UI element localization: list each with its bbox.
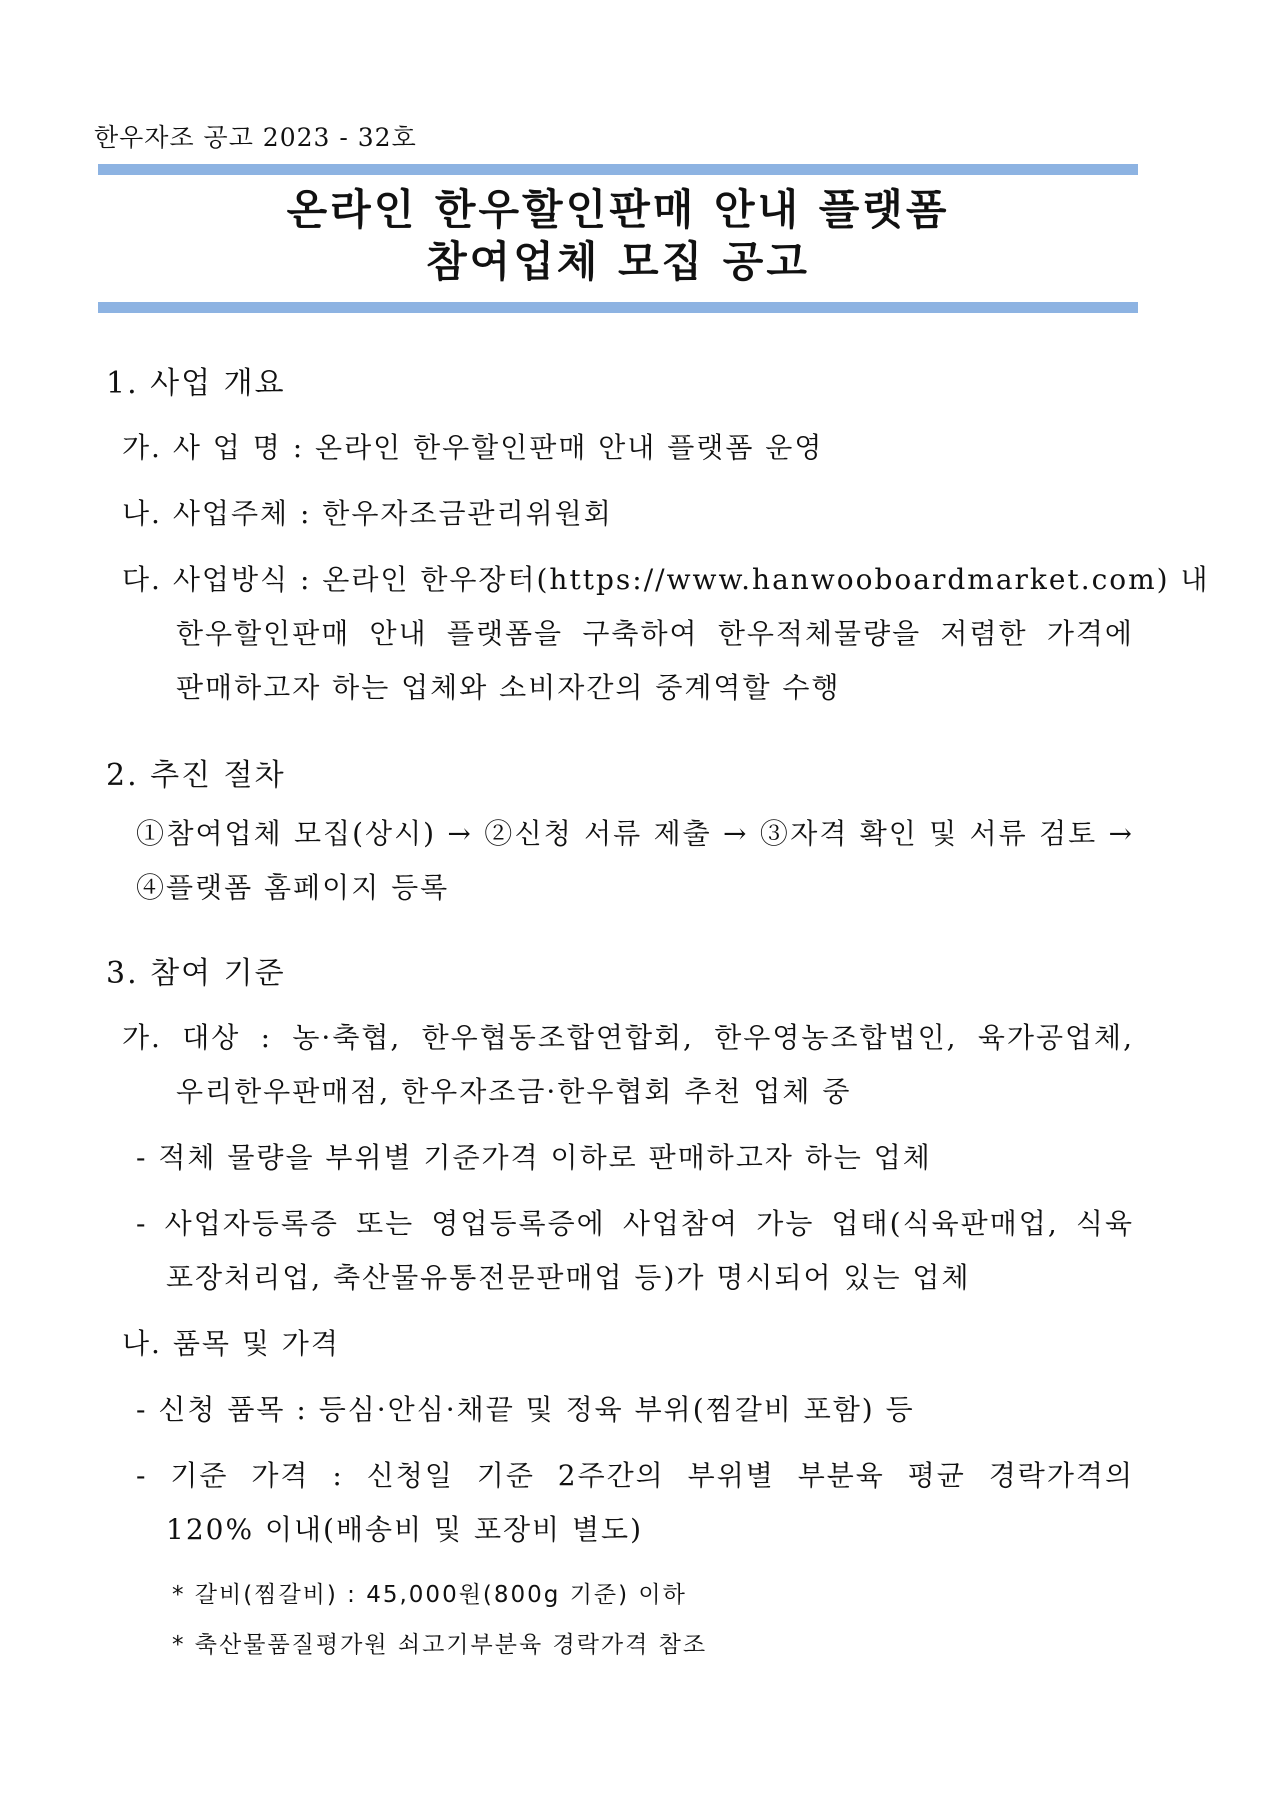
section1-item-a: 가. 사 업 명 : 온라인 한우할인판매 안내 플랫폼 운영: [122, 431, 824, 464]
page-title-line2: 참여업체 모집 공고: [426, 237, 810, 286]
section3-target-line2: 우리한우판매점, 한우자조금·한우협회 추천 업체 중: [176, 1075, 852, 1108]
section3-bullet-4-line1: - 기준 가격 : 신청일 기준 2주간의 부위별 부분육 평균 경락가격의: [136, 1459, 1134, 1492]
title-top-rule: [98, 164, 1138, 175]
page-title-line1: 온라인 한우할인판매 안내 플랫폼: [286, 185, 950, 234]
section1-item-c-line1: 다. 사업방식 : 온라인 한우장터(https://www.hanwooboardmarket.com) 내: [122, 563, 1210, 596]
notice-number: 한우자조 공고 2023 - 32호: [94, 123, 417, 152]
section2-procedure-line1: ①참여업체 모집(상시) → ②신청 서류 제출 → ③자격 확인 및 서류 검토 →: [136, 817, 1134, 850]
section3-items-heading: 나. 품목 및 가격: [122, 1327, 340, 1360]
section1-item-c-line3: 판매하고자 하는 업체와 소비자간의 중계역할 수행: [176, 671, 841, 704]
title-bottom-rule: [98, 302, 1138, 313]
section3-bullet-4-line2: 120% 이내(배송비 및 포장비 별도): [166, 1513, 644, 1546]
section2-heading: 2. 추진 절차: [106, 758, 286, 793]
section3-bullet-1: - 적체 물량을 부위별 기준가격 이하로 판매하고자 하는 업체: [136, 1141, 932, 1174]
section3-bullet-2-line1: - 사업자등록증 또는 영업등록증에 사업참여 가능 업태(식육판매업, 식육: [136, 1207, 1134, 1240]
section3-bullet-2-line2: 포장처리업, 축산물유통전문판매업 등)가 명시되어 있는 업체: [166, 1261, 971, 1294]
section3-target-line1: 가. 대상 : 농·축협, 한우협동조합연합회, 한우영농조합법인, 육가공업체,: [122, 1021, 1134, 1054]
price-note-2: * 축산물품질평가원 쇠고기부분육 경락가격 참조: [172, 1632, 708, 1658]
section3-heading: 3. 참여 기준: [106, 956, 286, 991]
section3-bullet-3: - 신청 품목 : 등심·안심·채끝 및 정육 부위(찜갈비 포함) 등: [136, 1393, 915, 1426]
section1-heading: 1. 사업 개요: [106, 366, 286, 401]
section1-item-b: 나. 사업주체 : 한우자조금관리위원회: [122, 497, 613, 530]
section2-procedure-line2: ④플랫폼 홈페이지 등록: [136, 871, 450, 904]
price-note-1: * 갈비(찜갈비) : 45,000원(800g 기준) 이하: [172, 1582, 687, 1608]
section1-item-c-line2: 한우할인판매 안내 플랫폼을 구축하여 한우적체물량을 저렴한 가격에: [176, 617, 1134, 650]
